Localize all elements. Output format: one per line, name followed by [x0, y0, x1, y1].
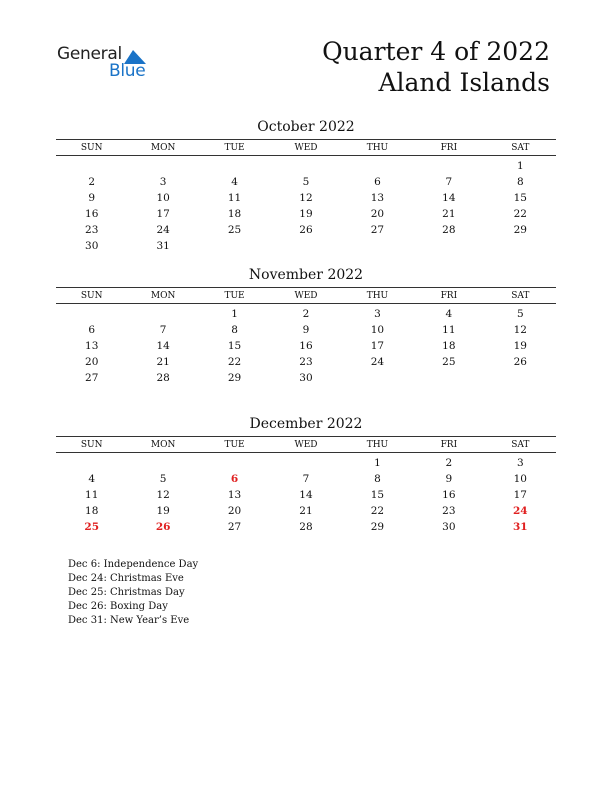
day-cell: 22 — [227, 356, 242, 368]
day-cell: 16 — [85, 208, 99, 220]
day-cell: 29 — [227, 372, 242, 384]
empty-day-cell — [56, 306, 127, 322]
quarter-title: Quarter 4 of 2022 — [322, 37, 550, 66]
day-cell: 28 — [299, 521, 313, 533]
empty-day-cell — [342, 370, 413, 386]
day-cell: 9 — [445, 473, 453, 485]
day-cell: 5 — [159, 473, 167, 485]
day-cell: 12 — [299, 192, 313, 204]
weekday-thu: THU — [366, 143, 389, 153]
weekday-header — [56, 140, 556, 155]
day-cell: 31 — [156, 240, 170, 252]
day-cell: 18 — [442, 340, 456, 352]
day-grid — [56, 306, 556, 386]
day-cell: 24 — [370, 356, 385, 368]
country-title: Aland Islands — [378, 68, 550, 97]
empty-day-cell — [485, 238, 556, 254]
day-cell: 18 — [227, 208, 242, 220]
day-cell: 14 — [442, 192, 456, 204]
logo-word-general: General — [57, 44, 122, 64]
day-cell: 4 — [231, 176, 238, 188]
day-cell: 14 — [156, 340, 170, 352]
empty-day-cell — [413, 238, 484, 254]
holiday-item: Dec 26: Boxing Day — [68, 601, 168, 612]
day-cell: 30 — [85, 240, 99, 252]
day-cell: 1 — [231, 308, 238, 320]
day-grid — [56, 455, 556, 535]
day-cell: 6 — [88, 324, 96, 336]
day-cell: 21 — [442, 208, 456, 220]
day-cell: 9 — [88, 192, 96, 204]
holiday-item: Dec 25: Christmas Day — [68, 587, 185, 598]
weekday-sun: SUN — [80, 291, 103, 301]
weekday-wed: WED — [294, 143, 318, 153]
day-cell: 28 — [156, 372, 170, 384]
holiday-item: Dec 31: New Year’s Eve — [68, 615, 190, 626]
day-cell: 10 — [513, 473, 527, 485]
empty-day-cell — [270, 455, 341, 471]
empty-day-cell — [199, 238, 270, 254]
day-cell: 11 — [85, 489, 99, 501]
weekday-tue: TUE — [224, 440, 245, 450]
empty-day-cell — [270, 238, 341, 254]
day-cell: 24 — [512, 505, 528, 517]
empty-day-cell — [127, 455, 198, 471]
weekday-sat: SAT — [511, 291, 530, 301]
day-cell: 22 — [370, 505, 385, 517]
day-cell: 13 — [370, 192, 385, 204]
day-cell: 13 — [85, 340, 99, 352]
day-cell: 6 — [374, 176, 381, 188]
day-cell: 14 — [299, 489, 313, 501]
day-cell: 10 — [370, 324, 385, 336]
day-cell: 5 — [516, 308, 524, 320]
day-cell: 12 — [513, 324, 527, 336]
weekday-sun: SUN — [80, 143, 103, 153]
day-cell: 4 — [88, 473, 96, 485]
weekday-tue: TUE — [224, 291, 245, 301]
day-cell: 18 — [85, 505, 99, 517]
day-cell: 16 — [299, 340, 313, 352]
day-cell: 17 — [513, 489, 527, 501]
day-cell: 3 — [516, 457, 524, 469]
day-cell: 13 — [227, 489, 242, 501]
day-cell: 22 — [513, 208, 527, 220]
day-cell: 7 — [302, 473, 310, 485]
day-cell: 9 — [302, 324, 310, 336]
day-cell: 23 — [299, 356, 313, 368]
day-grid — [56, 158, 556, 254]
day-cell: 25 — [84, 521, 100, 533]
weekday-header — [56, 437, 556, 452]
weekday-sun: SUN — [80, 440, 103, 450]
weekday-mon: MON — [150, 291, 176, 301]
day-cell: 23 — [85, 224, 99, 236]
day-cell: 3 — [374, 308, 381, 320]
day-cell: 7 — [445, 176, 453, 188]
page-title — [322, 36, 550, 98]
holiday-list — [68, 558, 198, 628]
day-cell: 20 — [85, 356, 99, 368]
month-title: October 2022 — [257, 119, 355, 135]
day-cell: 4 — [445, 308, 453, 320]
weekday-sat: SAT — [511, 440, 530, 450]
weekday-header — [56, 288, 556, 303]
empty-day-cell — [485, 370, 556, 386]
empty-day-cell — [56, 158, 127, 174]
month-november — [56, 266, 556, 386]
day-cell: 12 — [156, 489, 170, 501]
day-cell: 16 — [442, 489, 456, 501]
logo-word-blue: Blue — [109, 61, 146, 81]
day-cell: 17 — [370, 340, 385, 352]
day-cell: 23 — [442, 505, 456, 517]
day-cell: 26 — [513, 356, 527, 368]
day-cell: 8 — [516, 176, 524, 188]
day-cell: 5 — [302, 176, 310, 188]
day-cell: 8 — [374, 473, 381, 485]
day-cell: 11 — [227, 192, 242, 204]
empty-day-cell — [413, 370, 484, 386]
day-cell: 15 — [370, 489, 385, 501]
empty-day-cell — [270, 158, 341, 174]
month-title: November 2022 — [248, 267, 364, 283]
weekday-mon: MON — [150, 440, 176, 450]
day-cell: 27 — [370, 224, 385, 236]
day-cell: 28 — [442, 224, 456, 236]
day-cell: 1 — [374, 457, 381, 469]
day-cell: 15 — [227, 340, 242, 352]
weekday-fri: FRI — [440, 440, 458, 450]
day-cell: 15 — [513, 192, 527, 204]
empty-day-cell — [413, 158, 484, 174]
empty-day-cell — [56, 455, 127, 471]
empty-day-cell — [342, 158, 413, 174]
day-cell: 20 — [370, 208, 385, 220]
day-cell: 21 — [299, 505, 313, 517]
day-cell: 27 — [85, 372, 99, 384]
day-cell: 2 — [302, 308, 310, 320]
day-cell: 3 — [159, 176, 167, 188]
holiday-item: Dec 24: Christmas Eve — [68, 573, 184, 584]
day-cell: 20 — [227, 505, 242, 517]
day-cell: 7 — [159, 324, 167, 336]
weekday-wed: WED — [294, 440, 318, 450]
day-cell: 17 — [156, 208, 170, 220]
empty-day-cell — [342, 238, 413, 254]
day-cell: 1 — [516, 160, 524, 172]
month-october — [56, 118, 556, 254]
day-cell: 31 — [512, 521, 528, 533]
day-cell: 19 — [299, 208, 313, 220]
empty-day-cell — [127, 306, 198, 322]
day-cell: 2 — [445, 457, 453, 469]
day-cell: 24 — [156, 224, 170, 236]
holiday-item: Dec 6: Independence Day — [68, 559, 199, 570]
day-cell: 10 — [156, 192, 170, 204]
day-cell: 27 — [227, 521, 242, 533]
weekday-tue: TUE — [224, 143, 245, 153]
day-cell: 19 — [156, 505, 170, 517]
day-cell: 21 — [156, 356, 170, 368]
month-december — [56, 415, 556, 535]
day-cell: 30 — [299, 372, 313, 384]
day-cell: 26 — [299, 224, 313, 236]
empty-day-cell — [199, 158, 270, 174]
empty-day-cell — [199, 455, 270, 471]
weekday-mon: MON — [150, 143, 176, 153]
month-title: December 2022 — [249, 416, 363, 432]
day-cell: 26 — [155, 521, 171, 533]
day-cell: 29 — [370, 521, 385, 533]
day-cell: 6 — [230, 473, 239, 485]
day-cell: 29 — [513, 224, 527, 236]
weekday-fri: FRI — [440, 143, 458, 153]
day-cell: 25 — [442, 356, 456, 368]
weekday-wed: WED — [294, 291, 318, 301]
generalblue-logo — [57, 44, 167, 84]
day-cell: 2 — [88, 176, 96, 188]
day-cell: 11 — [442, 324, 456, 336]
weekday-thu: THU — [366, 291, 389, 301]
day-cell: 19 — [513, 340, 527, 352]
weekday-sat: SAT — [511, 143, 530, 153]
weekday-thu: THU — [366, 440, 389, 450]
day-cell: 8 — [231, 324, 238, 336]
day-cell: 30 — [442, 521, 456, 533]
day-cell: 25 — [227, 224, 242, 236]
weekday-fri: FRI — [440, 291, 458, 301]
empty-day-cell — [127, 158, 198, 174]
